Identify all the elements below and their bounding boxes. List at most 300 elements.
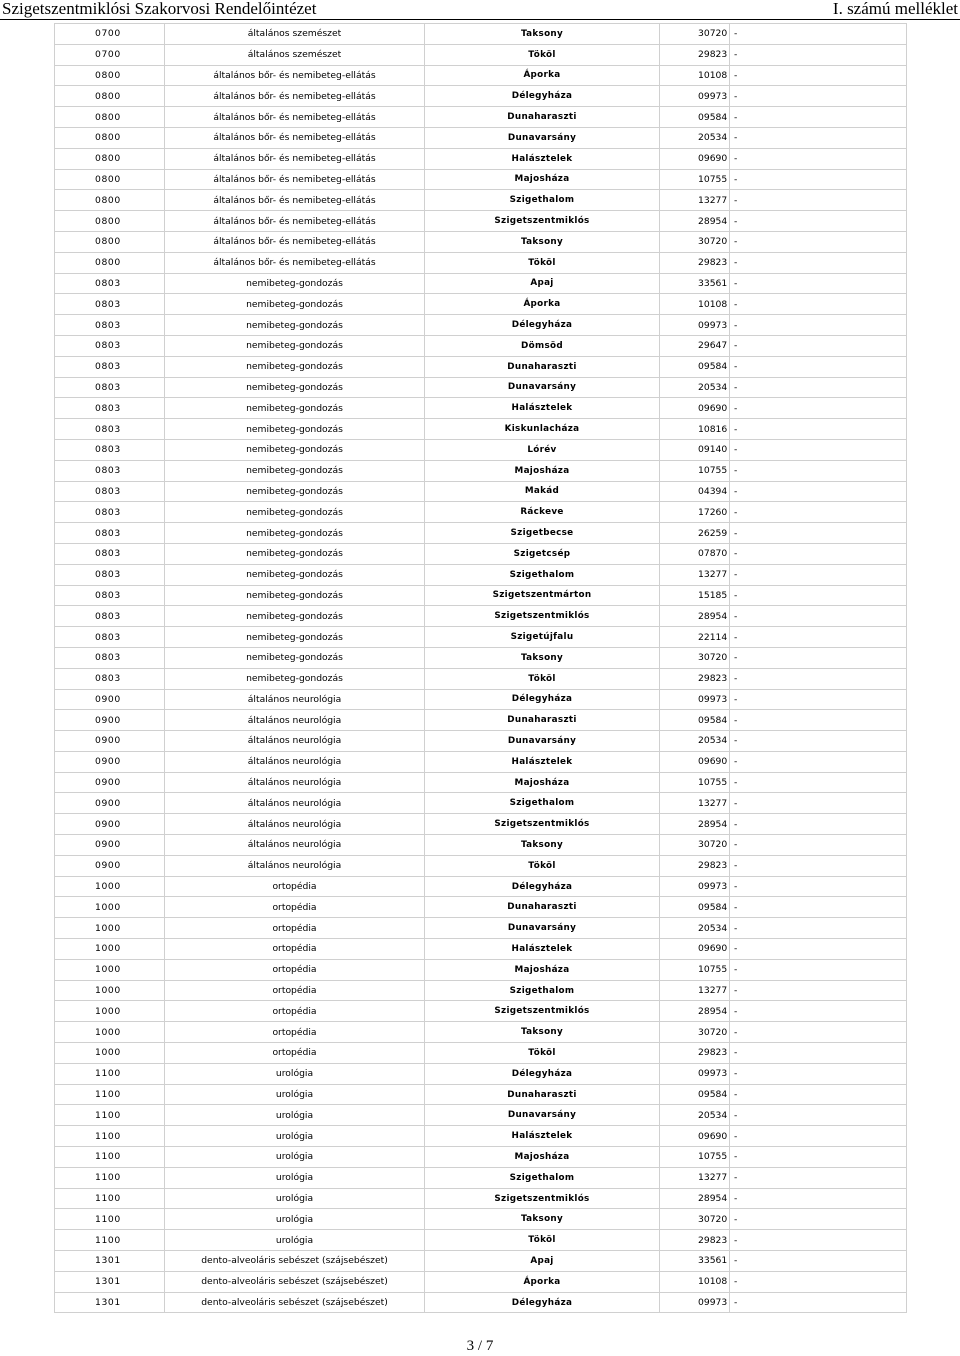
specialty-name: dento-alveoláris sebészet (szájsebészet) [165,1292,425,1313]
settlement-id: 20534 [660,1105,730,1126]
note-cell: - [730,398,907,419]
specialty-code: 1100 [55,1126,165,1147]
specialty-code: 0800 [55,65,165,86]
district-table [54,23,907,1313]
specialty-code: 1000 [55,1022,165,1043]
note-cell: - [730,1084,907,1105]
specialty-name: nemibeteg-gondozás [165,502,425,523]
settlement-name: Szigetszentmiklós [425,814,660,835]
specialty-name: nemibeteg-gondozás [165,523,425,544]
table-row [55,107,907,128]
table-row [55,24,907,45]
table-body [55,24,907,1313]
page-header [0,0,960,22]
note-cell: - [730,1209,907,1230]
specialty-code: 0803 [55,273,165,294]
table-row [55,814,907,835]
table-row [55,668,907,689]
specialty-code: 1000 [55,876,165,897]
specialty-code: 0803 [55,647,165,668]
note-cell: - [730,439,907,460]
specialty-name: általános neurológia [165,751,425,772]
specialty-code: 0800 [55,86,165,107]
settlement-id: 20534 [660,918,730,939]
specialty-code: 1100 [55,1230,165,1251]
annex-label: I. számú melléklet [832,0,958,18]
settlement-id: 09973 [660,315,730,336]
table-row [55,460,907,481]
specialty-name: általános bőr- és nemibeteg-ellátás [165,190,425,211]
note-cell: - [730,647,907,668]
specialty-name: nemibeteg-gondozás [165,315,425,336]
settlement-name: Áporka [425,1271,660,1292]
settlement-id: 09973 [660,1063,730,1084]
settlement-name: Szigetszentmiklós [425,1001,660,1022]
settlement-name: Szigetszentmárton [425,585,660,606]
specialty-name: általános bőr- és nemibeteg-ellátás [165,86,425,107]
specialty-code: 0800 [55,231,165,252]
specialty-code: 0800 [55,148,165,169]
note-cell: - [730,294,907,315]
table-row [55,148,907,169]
specialty-name: nemibeteg-gondozás [165,647,425,668]
specialty-code: 0803 [55,627,165,648]
specialty-name: nemibeteg-gondozás [165,460,425,481]
settlement-name: Tököl [425,1230,660,1251]
settlement-id: 09973 [660,876,730,897]
settlement-name: Apaj [425,1251,660,1272]
settlement-name: Szigetszentmiklós [425,211,660,232]
specialty-code: 0700 [55,24,165,45]
table-row [55,481,907,502]
specialty-name: nemibeteg-gondozás [165,585,425,606]
settlement-name: Tököl [425,252,660,273]
settlement-name: Majosháza [425,1147,660,1168]
specialty-name: általános neurológia [165,814,425,835]
settlement-id: 28954 [660,1188,730,1209]
specialty-code: 0800 [55,127,165,148]
table-row [55,169,907,190]
note-cell: - [730,65,907,86]
note-cell: - [730,1147,907,1168]
specialty-name: nemibeteg-gondozás [165,398,425,419]
specialty-code: 1100 [55,1147,165,1168]
table-row [55,731,907,752]
specialty-code: 1100 [55,1105,165,1126]
note-cell: - [730,1105,907,1126]
settlement-id: 30720 [660,24,730,45]
table-row [55,647,907,668]
note-cell: - [730,481,907,502]
specialty-name: dento-alveoláris sebészet (szájsebészet) [165,1271,425,1292]
specialty-name: ortopédia [165,876,425,897]
note-cell: - [730,252,907,273]
settlement-name: Taksony [425,24,660,45]
settlement-id: 29823 [660,855,730,876]
specialty-name: általános szemészet [165,44,425,65]
table-row [55,294,907,315]
settlement-name: Áporka [425,294,660,315]
table-row [55,959,907,980]
note-cell: - [730,1022,907,1043]
note-cell: - [730,543,907,564]
note-cell: - [730,793,907,814]
note-cell: - [730,273,907,294]
settlement-name: Tököl [425,855,660,876]
settlement-name: Kiskunlacháza [425,419,660,440]
specialty-name: nemibeteg-gondozás [165,335,425,356]
settlement-id: 28954 [660,606,730,627]
settlement-id: 10755 [660,169,730,190]
specialty-code: 0800 [55,211,165,232]
settlement-id: 20534 [660,731,730,752]
note-cell: - [730,772,907,793]
specialty-code: 0800 [55,252,165,273]
settlement-id: 09584 [660,356,730,377]
table-row [55,335,907,356]
settlement-id: 30720 [660,1022,730,1043]
note-cell: - [730,959,907,980]
specialty-name: ortopédia [165,980,425,1001]
table-row [55,855,907,876]
table-row [55,1271,907,1292]
settlement-name: Szigetújfalu [425,627,660,648]
specialty-code: 1000 [55,959,165,980]
specialty-code: 0803 [55,543,165,564]
settlement-name: Majosháza [425,959,660,980]
specialty-code: 0803 [55,481,165,502]
note-cell: - [730,1230,907,1251]
table-row [55,1292,907,1313]
settlement-id: 10755 [660,959,730,980]
note-cell: - [730,356,907,377]
settlement-id: 09973 [660,1292,730,1313]
table-row [55,627,907,648]
specialty-code: 1100 [55,1167,165,1188]
settlement-name: Délegyháza [425,1063,660,1084]
settlement-id: 13277 [660,980,730,1001]
specialty-name: általános bőr- és nemibeteg-ellátás [165,148,425,169]
table-row [55,939,907,960]
header-divider [0,19,960,20]
settlement-id: 10755 [660,772,730,793]
table-row [55,523,907,544]
settlement-id: 17260 [660,502,730,523]
specialty-name: dento-alveoláris sebészet (szájsebészet) [165,1251,425,1272]
institution-title: Szigetszentmiklósi Szakorvosi Rendelőintézet [2,0,317,18]
table-row [55,543,907,564]
specialty-code: 1000 [55,980,165,1001]
specialty-name: urológia [165,1188,425,1209]
settlement-name: Dunavarsány [425,1105,660,1126]
settlement-id: 09973 [660,689,730,710]
note-cell: - [730,814,907,835]
settlement-id: 09584 [660,897,730,918]
settlement-id: 29823 [660,252,730,273]
settlement-id: 09690 [660,751,730,772]
specialty-name: ortopédia [165,959,425,980]
settlement-name: Dunaharaszti [425,107,660,128]
table-row [55,918,907,939]
table-row [55,398,907,419]
settlement-name: Dunaharaszti [425,897,660,918]
table-row [55,1043,907,1064]
specialty-name: általános neurológia [165,855,425,876]
note-cell: - [730,1126,907,1147]
note-cell: - [730,127,907,148]
settlement-id: 10108 [660,1271,730,1292]
note-cell: - [730,107,907,128]
table-row [55,1126,907,1147]
specialty-name: nemibeteg-gondozás [165,668,425,689]
settlement-id: 29823 [660,1230,730,1251]
settlement-name: Taksony [425,231,660,252]
settlement-id: 28954 [660,814,730,835]
specialty-name: nemibeteg-gondozás [165,543,425,564]
specialty-name: nemibeteg-gondozás [165,273,425,294]
note-cell: - [730,502,907,523]
note-cell: - [730,939,907,960]
settlement-name: Taksony [425,1209,660,1230]
specialty-name: nemibeteg-gondozás [165,356,425,377]
specialty-name: urológia [165,1167,425,1188]
table-row [55,1188,907,1209]
specialty-name: urológia [165,1063,425,1084]
specialty-code: 1000 [55,1043,165,1064]
specialty-name: általános bőr- és nemibeteg-ellátás [165,65,425,86]
settlement-name: Taksony [425,1022,660,1043]
specialty-name: általános neurológia [165,689,425,710]
note-cell: - [730,24,907,45]
settlement-id: 10108 [660,294,730,315]
settlement-name: Délegyháza [425,689,660,710]
table-row [55,377,907,398]
note-cell: - [730,731,907,752]
settlement-name: Délegyháza [425,86,660,107]
settlement-name: Szigethalom [425,980,660,1001]
specialty-code: 0803 [55,335,165,356]
specialty-code: 0900 [55,710,165,731]
specialty-name: általános bőr- és nemibeteg-ellátás [165,107,425,128]
settlement-id: 09690 [660,1126,730,1147]
specialty-code: 0803 [55,606,165,627]
note-cell: - [730,231,907,252]
specialty-name: nemibeteg-gondozás [165,627,425,648]
specialty-code: 0803 [55,294,165,315]
table-row [55,1105,907,1126]
settlement-name: Halásztelek [425,398,660,419]
specialty-code: 1100 [55,1188,165,1209]
specialty-name: általános neurológia [165,710,425,731]
table-row [55,1022,907,1043]
note-cell: - [730,211,907,232]
settlement-id: 10816 [660,419,730,440]
settlement-name: Tököl [425,44,660,65]
settlement-id: 09584 [660,107,730,128]
table-row [55,190,907,211]
note-cell: - [730,835,907,856]
note-cell: - [730,855,907,876]
settlement-id: 07870 [660,543,730,564]
table-row [55,419,907,440]
specialty-code: 0800 [55,107,165,128]
settlement-id: 13277 [660,793,730,814]
settlement-name: Tököl [425,668,660,689]
settlement-id: 09690 [660,148,730,169]
specialty-code: 0803 [55,564,165,585]
settlement-id: 13277 [660,1167,730,1188]
settlement-name: Dömsöd [425,335,660,356]
settlement-id: 29647 [660,335,730,356]
settlement-name: Szigetbecse [425,523,660,544]
table-row [55,876,907,897]
specialty-name: urológia [165,1084,425,1105]
specialty-code: 0803 [55,502,165,523]
settlement-name: Majosháza [425,460,660,481]
settlement-name: Dunaharaszti [425,356,660,377]
table-row [55,1084,907,1105]
specialty-name: nemibeteg-gondozás [165,439,425,460]
specialty-code: 1301 [55,1251,165,1272]
specialty-code: 1000 [55,1001,165,1022]
note-cell: - [730,44,907,65]
settlement-name: Délegyháza [425,876,660,897]
note-cell: - [730,1167,907,1188]
settlement-name: Ráckeve [425,502,660,523]
note-cell: - [730,585,907,606]
note-cell: - [730,460,907,481]
settlement-id: 33561 [660,273,730,294]
specialty-code: 0803 [55,668,165,689]
settlement-id: 29823 [660,668,730,689]
specialty-name: általános bőr- és nemibeteg-ellátás [165,211,425,232]
specialty-code: 0803 [55,377,165,398]
specialty-name: urológia [165,1147,425,1168]
specialty-code: 0900 [55,731,165,752]
table-row [55,356,907,377]
settlement-id: 10755 [660,460,730,481]
specialty-name: általános bőr- és nemibeteg-ellátás [165,231,425,252]
settlement-name: Dunavarsány [425,918,660,939]
specialty-name: ortopédia [165,897,425,918]
table-row [55,1147,907,1168]
table-row [55,1251,907,1272]
specialty-name: általános bőr- és nemibeteg-ellátás [165,169,425,190]
specialty-code: 0803 [55,439,165,460]
table-row [55,564,907,585]
settlement-name: Makád [425,481,660,502]
specialty-code: 0900 [55,793,165,814]
specialty-code: 1100 [55,1209,165,1230]
specialty-name: ortopédia [165,918,425,939]
settlement-name: Dunavarsány [425,377,660,398]
table-row [55,502,907,523]
settlement-id: 20534 [660,127,730,148]
note-cell: - [730,335,907,356]
specialty-code: 0900 [55,689,165,710]
settlement-id: 09690 [660,398,730,419]
specialty-name: urológia [165,1230,425,1251]
specialty-code: 1301 [55,1271,165,1292]
specialty-code: 0803 [55,315,165,336]
settlement-name: Dunavarsány [425,731,660,752]
settlement-id: 30720 [660,647,730,668]
specialty-name: urológia [165,1209,425,1230]
settlement-name: Szigethalom [425,190,660,211]
specialty-code: 0803 [55,523,165,544]
settlement-name: Lórév [425,439,660,460]
specialty-code: 1100 [55,1063,165,1084]
specialty-name: nemibeteg-gondozás [165,564,425,585]
specialty-name: általános neurológia [165,835,425,856]
table-row [55,835,907,856]
specialty-code: 1000 [55,897,165,918]
table-row [55,1001,907,1022]
specialty-name: általános szemészet [165,24,425,45]
settlement-id: 15185 [660,585,730,606]
note-cell: - [730,523,907,544]
settlement-id: 28954 [660,211,730,232]
specialty-code: 0803 [55,419,165,440]
settlement-name: Majosháza [425,169,660,190]
note-cell: - [730,1251,907,1272]
table-row [55,44,907,65]
settlement-id: 26259 [660,523,730,544]
specialty-name: általános neurológia [165,793,425,814]
table-row [55,315,907,336]
specialty-code: 0800 [55,169,165,190]
note-cell: - [730,1043,907,1064]
specialty-name: ortopédia [165,939,425,960]
note-cell: - [730,918,907,939]
note-cell: - [730,190,907,211]
note-cell: - [730,627,907,648]
note-cell: - [730,751,907,772]
specialty-name: nemibeteg-gondozás [165,606,425,627]
table-row [55,1063,907,1084]
settlement-name: Taksony [425,835,660,856]
table-row [55,1209,907,1230]
specialty-code: 0900 [55,855,165,876]
settlement-id: 09584 [660,710,730,731]
settlement-id: 29823 [660,44,730,65]
note-cell: - [730,1292,907,1313]
specialty-name: ortopédia [165,1043,425,1064]
settlement-name: Délegyháza [425,315,660,336]
table-row [55,710,907,731]
specialty-name: nemibeteg-gondozás [165,294,425,315]
specialty-name: urológia [165,1105,425,1126]
settlement-id: 28954 [660,1001,730,1022]
specialty-name: általános neurológia [165,731,425,752]
table-row [55,897,907,918]
settlement-id: 29823 [660,1043,730,1064]
specialty-name: nemibeteg-gondozás [165,377,425,398]
settlement-name: Szigethalom [425,1167,660,1188]
note-cell: - [730,169,907,190]
specialty-name: urológia [165,1126,425,1147]
specialty-code: 0800 [55,190,165,211]
table-row [55,127,907,148]
settlement-name: Szigetszentmiklós [425,1188,660,1209]
table-row [55,751,907,772]
settlement-id: 10755 [660,1147,730,1168]
specialty-code: 0700 [55,44,165,65]
note-cell: - [730,980,907,1001]
settlement-name: Dunavarsány [425,127,660,148]
settlement-id: 10108 [660,65,730,86]
settlement-id: 09584 [660,1084,730,1105]
